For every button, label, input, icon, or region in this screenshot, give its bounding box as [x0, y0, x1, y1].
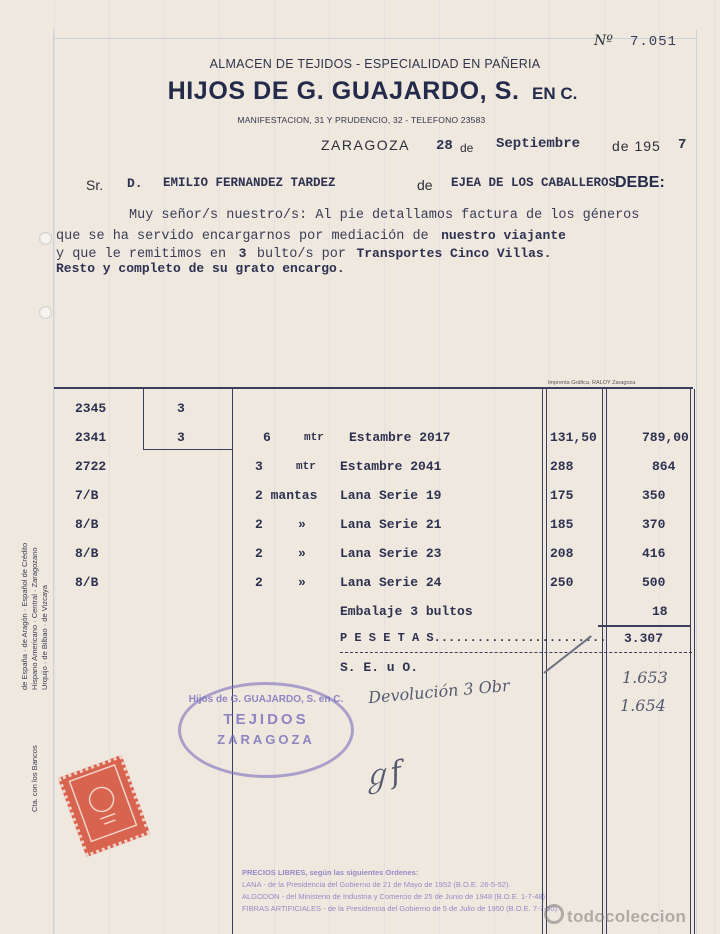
ledger-rule	[696, 30, 697, 934]
total-underline	[340, 652, 692, 654]
company-stamp	[178, 682, 354, 778]
recipient-name: EMILIO FERNANDEZ TARDEZ	[163, 176, 336, 190]
row-unit: mtr	[304, 432, 324, 444]
row-qty: 3	[177, 401, 185, 416]
row-qty: 3	[177, 430, 185, 445]
table-col-divider	[542, 389, 543, 934]
table-subline	[143, 449, 232, 450]
company-suffix: EN C.	[532, 84, 578, 103]
row-unit: »	[298, 575, 306, 590]
date-de: de	[460, 141, 474, 155]
recipient-place: EJEA DE LOS CABALLEROS	[451, 176, 617, 190]
row-amount: 2	[255, 546, 263, 561]
invoice-number: 7.051	[630, 34, 678, 50]
row-total: 350	[642, 488, 666, 503]
row-desc: Lana Serie 23	[340, 546, 442, 561]
ledger-rule	[53, 30, 54, 934]
row-amount: 2	[255, 575, 263, 590]
row-amount: 6	[263, 430, 271, 445]
row-total: 370	[642, 517, 666, 532]
handwritten-note-1: 1.653	[622, 668, 668, 687]
body-line-2	[56, 226, 566, 244]
body-line-3	[56, 244, 551, 262]
date-month: Septiembre	[496, 136, 581, 152]
stamp-top-text: Hijos de G. GUAJARDO, S. en C.	[188, 694, 344, 705]
row-ref: 8/B	[75, 517, 99, 532]
total-label: P E S E T A S........................	[340, 631, 607, 645]
footer-line-1: PRECIOS LIBRES, según las siguientes Ordenes:	[242, 868, 419, 877]
table-col-divider	[690, 389, 691, 934]
revenue-stamp	[58, 755, 151, 857]
date-year-prefix: de 195	[612, 138, 661, 154]
side-banks-line3: Hispano Americano · Central · Zaragozano	[30, 547, 39, 690]
company-name: HIJOS DE G. GUAJARDO, S.	[167, 77, 520, 105]
watermark	[544, 904, 686, 927]
body-line-3-text: y que le remitimos en	[56, 247, 227, 262]
row-desc: Lana Serie 19	[340, 488, 442, 503]
table-col-divider	[602, 389, 603, 934]
row-ref: 7/B	[75, 488, 99, 503]
row-price: 175	[550, 488, 574, 503]
table-col-divider	[546, 389, 547, 934]
recipient-d: D.	[127, 176, 143, 191]
table-col-divider	[232, 389, 233, 934]
table-col-divider	[694, 389, 695, 934]
body-packages: 3	[238, 246, 247, 261]
row-price: 185	[550, 517, 574, 532]
side-banks-line4: Urquijo · de Bilbao · de Vizcaya	[40, 585, 49, 690]
date-year-digit: 7	[678, 137, 687, 153]
row-price: 131,50	[550, 430, 597, 445]
row-total: 416	[642, 546, 666, 561]
stamp-bottom-text: ZARAGOZA	[217, 732, 315, 747]
letterhead-address: MANIFESTACION, 31 Y PRUDENCIO, 32 - TELEFONO 23583	[237, 115, 486, 125]
side-banks-line2: de España · de Aragón · Español de Crédito	[20, 542, 29, 690]
watermark-text: todocoleccion	[567, 907, 687, 926]
invoice-number-prefix: Nº	[594, 33, 613, 49]
row-total: 864	[652, 459, 676, 474]
handwritten-note-2: 1.654	[620, 696, 666, 715]
signature-mark: ℊf	[357, 754, 405, 797]
body-line-2-text: que se ha servido encargarnos por mediación de	[56, 229, 429, 244]
total-rule	[598, 625, 691, 627]
body-line-1: Muy señor/s nuestro/s: Al pie detallamos factura de los géneros	[129, 208, 640, 223]
packing-total: 18	[652, 604, 668, 619]
row-ref: 2345	[75, 401, 107, 416]
letterhead-tagline: ALMACEN DE TEJIDOS - ESPECIALIDAD EN PAÑERIA	[209, 57, 541, 71]
row-desc: Estambre 2017	[349, 430, 451, 445]
date-city: ZARAGOZA	[321, 137, 411, 153]
row-ref: 8/B	[75, 575, 99, 590]
letterhead-company	[0, 77, 720, 106]
row-ref: 8/B	[75, 546, 99, 561]
side-banks-line1: Cta. con los Bancos	[30, 745, 39, 812]
body-salesman: nuestro viajante	[441, 228, 566, 243]
body-line-3-text2: bulto/s por	[256, 247, 346, 262]
table-col-divider	[143, 389, 144, 450]
footer-line-3: ALGODON - del Ministerio de Industria y Comercio de 25 de Junio de 1948 (B.O.E. 1-7-48).	[242, 892, 548, 901]
row-total: 500	[642, 575, 666, 590]
recipient-de: de	[417, 177, 433, 193]
row-desc: Estambre 2041	[340, 459, 442, 474]
punch-hole	[39, 232, 52, 245]
row-ref: 2341	[75, 430, 107, 445]
total-value: 3.307	[624, 631, 664, 646]
row-unit: »	[298, 546, 306, 561]
row-amount: 2 mantas	[255, 488, 318, 503]
handwritten-devolucion: Devolución 3 Obr	[367, 675, 511, 708]
row-ref: 2722	[75, 459, 107, 474]
row-price: 250	[550, 575, 574, 590]
printer-note: Imprenta Gráfica, RALOY Zaragoza	[548, 380, 636, 386]
footer-line-4: FIBRAS ARTIFICIALES - de la Presidencia del Gobierno de 5 de Julio de 1950 (B.O.E. 7-7-50).	[242, 904, 560, 913]
row-desc: Lana Serie 21	[340, 517, 442, 532]
row-unit: »	[298, 517, 306, 532]
footer-line-2: LANA - de la Presidencia del Gobierno de 21 de Mayo de 1952 (B.O.E. 26-5-52).	[242, 880, 511, 889]
row-price: 208	[550, 546, 574, 561]
row-desc: Lana Serie 24	[340, 575, 442, 590]
row-price: 288	[550, 459, 574, 474]
recipient-debe: DEBE:	[615, 174, 665, 191]
row-total: 789,00	[642, 430, 689, 445]
seuo-mark: S. E. u O.	[340, 660, 419, 675]
table-col-divider	[606, 389, 607, 934]
punch-hole	[39, 306, 52, 319]
packing-label: Embalaje 3 bultos	[340, 604, 473, 619]
body-carrier: Transportes Cinco Villas.	[356, 246, 552, 261]
row-unit: mtr	[296, 461, 316, 473]
body-line-4: Resto y completo de su grato encargo.	[56, 261, 345, 276]
row-amount: 3	[255, 459, 263, 474]
recipient-sr: Sr.	[86, 177, 104, 193]
row-amount: 2	[255, 517, 263, 532]
revenue-stamp-emblem	[64, 760, 141, 847]
table-top-border	[54, 387, 693, 389]
watermark-logo-icon	[544, 904, 564, 924]
date-day: 28	[436, 138, 453, 154]
stamp-middle-text: TEJIDOS	[223, 711, 309, 728]
